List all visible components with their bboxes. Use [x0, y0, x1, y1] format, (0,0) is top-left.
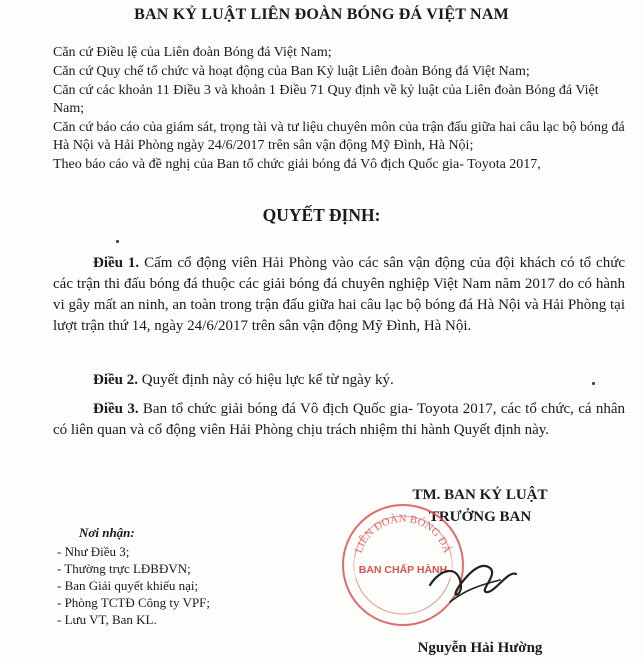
article-text: Quyết định này có hiệu lực kể từ ngày ký. [141, 372, 394, 388]
recipient-item: - Phòng TCTĐ Công ty VPF; [57, 595, 211, 610]
recipient-item: - Ban Giải quyết khiếu nại; [57, 578, 199, 593]
seal-center-text: BAN CHẤP HÀNH [358, 564, 448, 576]
basis-line: Theo báo cáo và đề nghị của Ban tổ chức giải bóng đá Vô địch Quốc gia- Toyota 2017, [53, 157, 541, 172]
recipients-title: Nơi nhận: [79, 525, 135, 540]
recipient-item: - Như Điều 3; [57, 544, 130, 559]
document-header: BAN KỶ LUẬT LIÊN ĐOÀN BÓNG ĐÁ VIỆT NAM [134, 6, 509, 23]
article-label: Điều 1. [93, 255, 140, 271]
article-label: Điều 3. [93, 401, 139, 417]
article-1 [53, 253, 625, 337]
recipients [57, 524, 210, 628]
signature-title-line: TM. BAN KỶ LUẬT [412, 487, 548, 503]
basis-line: Căn cứ Điều lệ của Liên đoàn Bóng đá Việt Nam; [53, 45, 332, 60]
recipient-item: - Thường trực LĐBĐVN; [57, 561, 191, 576]
recipient-item: - Lưu VT, Ban KL. [57, 612, 157, 627]
decision-title: QUYẾT ĐỊNH: [262, 205, 381, 225]
basis-line: Căn cứ Quy chế tổ chức và hoạt động của Ban Kỷ luật Liên đoàn Bóng đá Việt Nam; [53, 64, 530, 79]
article-label: Điều 2. [93, 372, 138, 388]
scan-speck [116, 240, 119, 243]
article-text: Ban tổ chức giải bóng đá Vô địch Quốc gia- Toyota 2017, các tổ chức, cá nhân có liên quan và cổ động viên Hải Phòng chịu trách nhiệm thi hành Quyết định này. [53, 401, 625, 438]
handwritten-signature [420, 530, 530, 630]
article-text: Cấm cổ động viên Hải Phòng vào các sân vận động của đội khách có tổ chức các trận thi đấu bóng đá thuộc các giải bóng đá chuyên nghiệp Việt Nam năm 2017 do có hành vi gây mất an ninh, an toàn trong trận đấu giữa hai câu lạc bộ bóng đá Hà Nội và Hải Phòng tại lượt trận thứ 14, ngày 24/6/2017 trên sân vận động Mỹ Đình, Hà Nội. [53, 255, 625, 334]
basis-line: Căn cứ báo cáo của giám sát, trọng tài và tư liệu chuyên môn của trận đấu giữa hai câu lạc bộ bóng đá Hà Nội và Hải Phòng ngày 24/6/2017 trên sân vận động Mỹ Đình, Hà Nội; [53, 120, 625, 153]
article-3 [53, 399, 625, 441]
legal-basis [53, 44, 628, 175]
scan-speck [592, 382, 595, 385]
signer-name: Nguyễn Hải Hường [417, 640, 543, 656]
signature-position-line: TRƯỞNG BAN [428, 509, 532, 525]
basis-line: Căn cứ các khoản 11 Điều 3 và khoản 1 Điều 71 Quy định về kỷ luật của Liên đoàn Bóng đá Việt Nam; [53, 83, 599, 116]
article-2 [53, 370, 625, 391]
seal-top-text: LIÊN ĐOÀN BÓNG ĐÁ [352, 512, 454, 555]
